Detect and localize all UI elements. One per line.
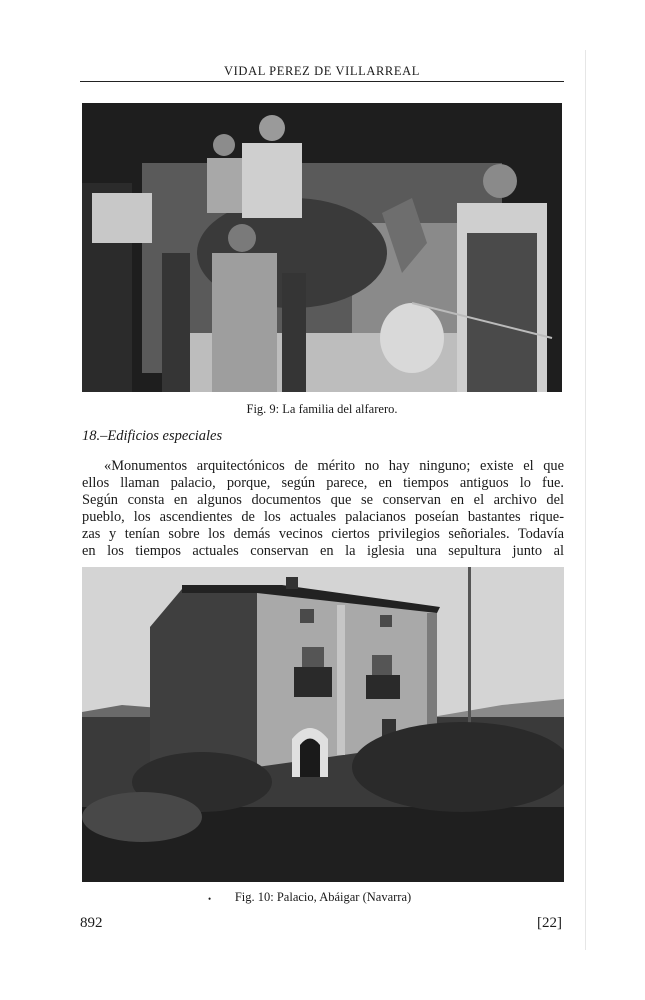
page-edge: [585, 50, 586, 950]
body-line: «Monumentos arquitectónicos de mérito no hay ninguno; existe el que: [104, 458, 564, 474]
section-page-number: [22]: [537, 915, 562, 931]
running-head: VIDAL PEREZ DE VILLARREAL: [224, 64, 420, 78]
page-number: 892: [80, 915, 103, 931]
figure-10-caption: Fig. 10: Palacio, Abáigar (Navarra): [234, 890, 412, 904]
figure-9-photo: [82, 103, 562, 392]
caption-marker: •: [208, 894, 212, 904]
body-paragraph: [82, 458, 564, 559]
figure-9-caption: Fig. 9: La familia del alfarero.: [246, 402, 398, 416]
body-line: pueblo, los ascendientes de los actuales palacianos poseían bastantes rique-: [82, 508, 564, 525]
body-line: ellos llaman palacio, porque, según parece, en tiempos antiguos lo fue.: [82, 474, 564, 491]
section-title: 18.–Edificios especiales: [82, 428, 223, 444]
figure-10-photo: [82, 567, 564, 882]
body-line: Según consta en algunos documentos que se conservan en el archivo del: [82, 491, 564, 508]
body-line: en los tiempos actuales conservan en la iglesia una sepultura junto al: [82, 542, 564, 559]
body-line: zas y tenían sobre los demás vecinos ciertos privilegios señoriales. Todavía: [82, 525, 564, 542]
header-rule: [80, 81, 564, 82]
